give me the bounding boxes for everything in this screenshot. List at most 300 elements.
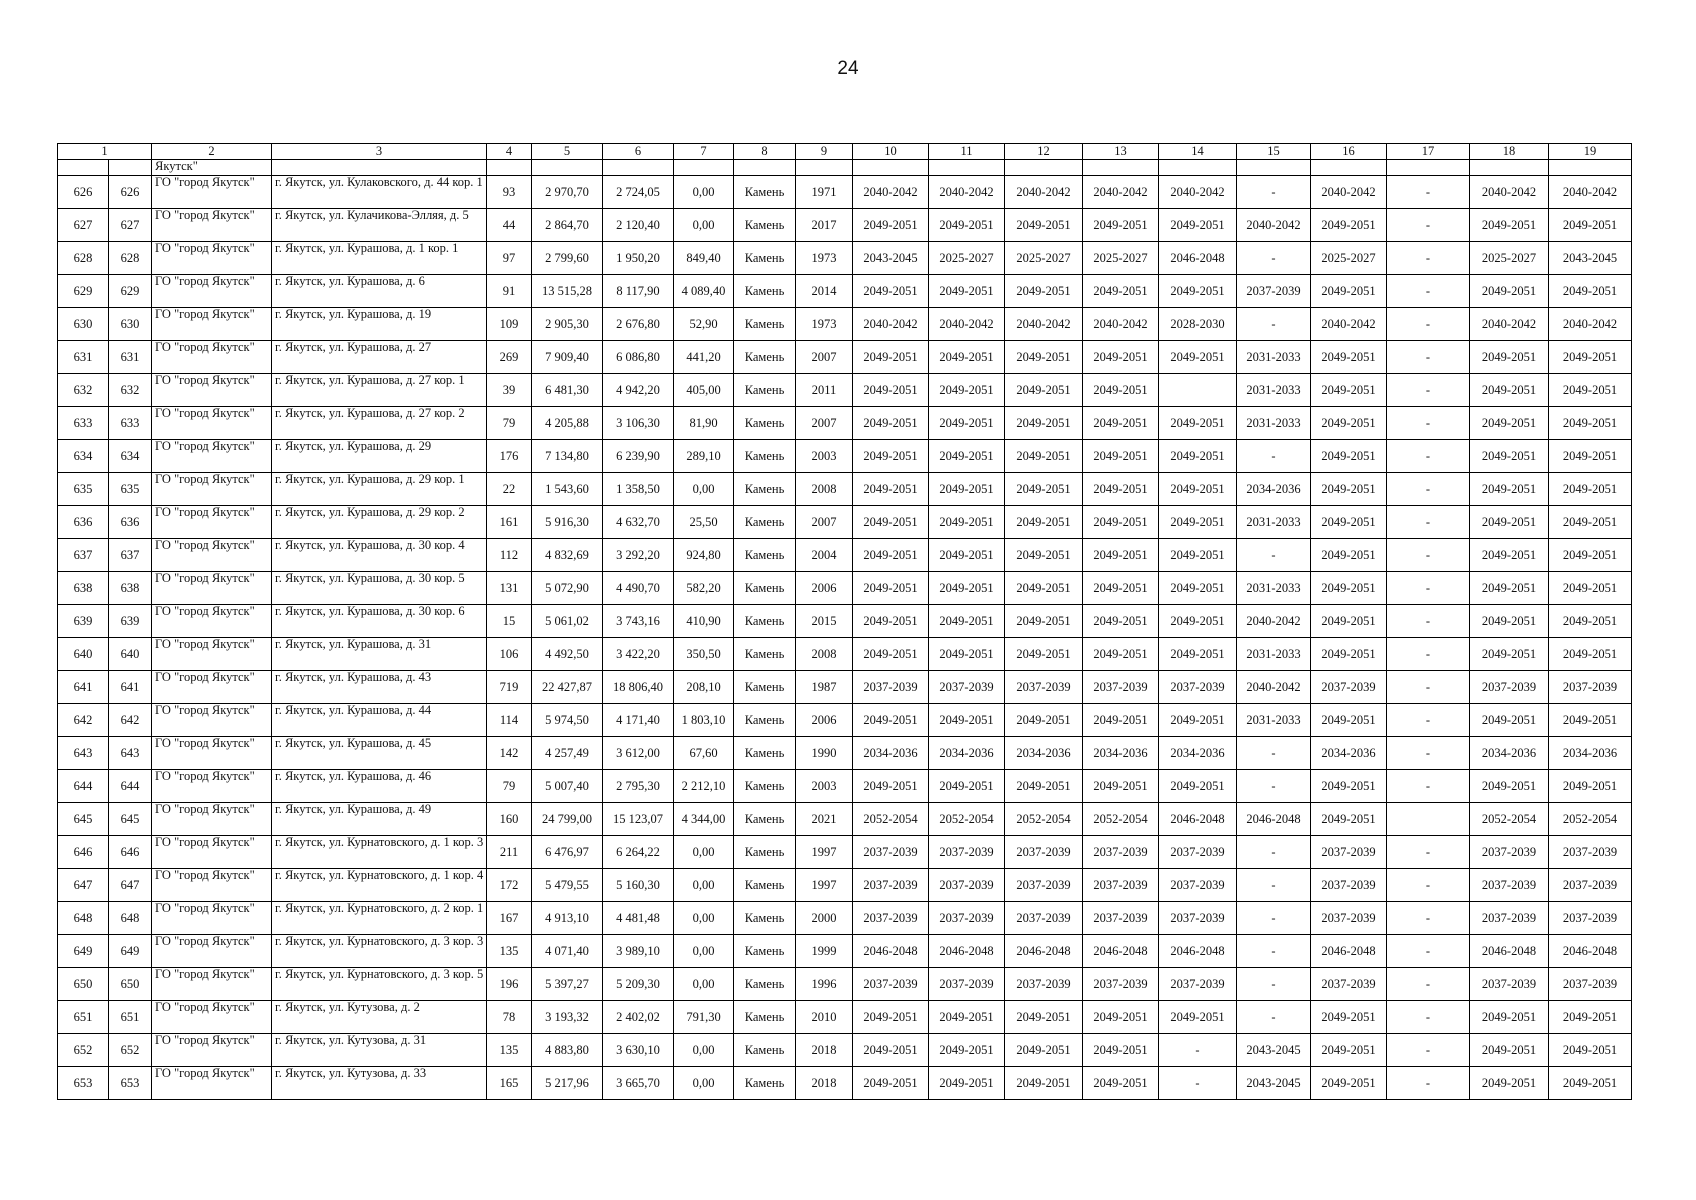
period-cell: 2049-2051 bbox=[1083, 374, 1159, 407]
period-cell: 2025-2027 bbox=[1083, 242, 1159, 275]
record-number: 643 bbox=[109, 737, 152, 770]
municipality-cell: ГО "город Якутск" bbox=[152, 1067, 272, 1100]
record-number: 652 bbox=[109, 1034, 152, 1067]
period-cell: 2037-2039 bbox=[1083, 671, 1159, 704]
period-cell: 2049-2051 bbox=[1005, 1001, 1083, 1034]
table-row bbox=[58, 638, 1632, 671]
table-body bbox=[58, 160, 1632, 1100]
table-row bbox=[58, 737, 1632, 770]
wall-material-cell: Камень bbox=[734, 506, 796, 539]
nonresidential-area-cell: 4 344,00 bbox=[674, 803, 734, 836]
period-cell: 2049-2051 bbox=[1470, 572, 1549, 605]
build-year-cell: 2008 bbox=[796, 638, 853, 671]
record-number: 635 bbox=[109, 473, 152, 506]
row-number: 653 bbox=[58, 1067, 109, 1100]
total-area-cell: 5 916,30 bbox=[532, 506, 603, 539]
period-cell: 2049-2051 bbox=[1005, 473, 1083, 506]
period-cell: 2049-2051 bbox=[929, 539, 1005, 572]
municipality-cell: ГО "город Якутск" bbox=[152, 572, 272, 605]
period-cell: 2049-2051 bbox=[1311, 506, 1387, 539]
column-header: 11 bbox=[929, 144, 1005, 160]
period-cell: 2049-2051 bbox=[1083, 1034, 1159, 1067]
period-cell: 2037-2039 bbox=[1159, 671, 1237, 704]
table-row bbox=[58, 572, 1632, 605]
period-cell: 2037-2039 bbox=[1005, 902, 1083, 935]
period-cell: 2049-2051 bbox=[1083, 275, 1159, 308]
period-cell: 2049-2051 bbox=[1470, 704, 1549, 737]
address-cell: г. Якутск, ул. Курашова, д. 46 bbox=[272, 770, 487, 803]
table-row bbox=[58, 968, 1632, 1001]
column-header: 9 bbox=[796, 144, 853, 160]
period-cell: 2031-2033 bbox=[1237, 704, 1311, 737]
nonresidential-area-cell: 208,10 bbox=[674, 671, 734, 704]
period-cell: 2049-2051 bbox=[929, 506, 1005, 539]
residential-area-cell: 4 942,20 bbox=[603, 374, 674, 407]
residents-cell: 79 bbox=[487, 407, 532, 440]
period-cell: 2037-2039 bbox=[1083, 902, 1159, 935]
period-cell: 2049-2051 bbox=[929, 704, 1005, 737]
record-number: 630 bbox=[109, 308, 152, 341]
period-cell: 2031-2033 bbox=[1237, 407, 1311, 440]
wall-material-cell: Камень bbox=[734, 374, 796, 407]
row-number: 626 bbox=[58, 176, 109, 209]
wall-material-cell: Камень bbox=[734, 836, 796, 869]
row-number: 632 bbox=[58, 374, 109, 407]
residents-cell: 106 bbox=[487, 638, 532, 671]
nonresidential-area-cell: 441,20 bbox=[674, 341, 734, 374]
residential-area-cell: 6 086,80 bbox=[603, 341, 674, 374]
wall-material-cell: Камень bbox=[734, 308, 796, 341]
period-cell: 2037-2039 bbox=[853, 968, 929, 1001]
period-cell: 2040-2042 bbox=[1159, 176, 1237, 209]
period-cell: 2049-2051 bbox=[1470, 1001, 1549, 1034]
table-row bbox=[58, 209, 1632, 242]
period-cell: - bbox=[1237, 968, 1311, 1001]
municipality-cell: ГО "город Якутск" bbox=[152, 374, 272, 407]
period-cell: 2037-2039 bbox=[929, 836, 1005, 869]
period-cell: 2049-2051 bbox=[1311, 1067, 1387, 1100]
continuation-row bbox=[58, 160, 1632, 176]
table-row bbox=[58, 407, 1632, 440]
period-cell: 2049-2051 bbox=[1470, 473, 1549, 506]
municipality-cell: ГО "город Якутск" bbox=[152, 407, 272, 440]
period-cell: - bbox=[1387, 902, 1470, 935]
residential-area-cell: 4 490,70 bbox=[603, 572, 674, 605]
period-cell: 2049-2051 bbox=[1005, 440, 1083, 473]
period-cell: 2049-2051 bbox=[853, 407, 929, 440]
period-cell: 2040-2042 bbox=[1083, 308, 1159, 341]
period-cell: 2046-2048 bbox=[1159, 242, 1237, 275]
municipality-cell: ГО "город Якутск" bbox=[152, 836, 272, 869]
period-cell: 2049-2051 bbox=[929, 770, 1005, 803]
period-cell: 2040-2042 bbox=[1549, 176, 1632, 209]
period-cell: - bbox=[1159, 1034, 1237, 1067]
period-cell: 2037-2039 bbox=[1549, 671, 1632, 704]
period-cell: 2049-2051 bbox=[1311, 374, 1387, 407]
period-cell: 2025-2027 bbox=[1311, 242, 1387, 275]
build-year-cell: 2003 bbox=[796, 770, 853, 803]
residents-cell: 172 bbox=[487, 869, 532, 902]
period-cell: - bbox=[1387, 968, 1470, 1001]
period-cell: 2049-2051 bbox=[1083, 440, 1159, 473]
residential-area-cell: 18 806,40 bbox=[603, 671, 674, 704]
period-cell: 2049-2051 bbox=[1159, 341, 1237, 374]
record-number: 649 bbox=[109, 935, 152, 968]
residents-cell: 39 bbox=[487, 374, 532, 407]
wall-material-cell: Камень bbox=[734, 638, 796, 671]
column-header: 15 bbox=[1237, 144, 1311, 160]
residential-area-cell: 2 676,80 bbox=[603, 308, 674, 341]
row-number: 630 bbox=[58, 308, 109, 341]
record-number: 629 bbox=[109, 275, 152, 308]
period-cell: 2034-2036 bbox=[1083, 737, 1159, 770]
residential-area-cell: 3 106,30 bbox=[603, 407, 674, 440]
build-year-cell: 2010 bbox=[796, 1001, 853, 1034]
period-cell: 2049-2051 bbox=[1083, 407, 1159, 440]
total-area-cell: 5 974,50 bbox=[532, 704, 603, 737]
period-cell: 2049-2051 bbox=[1311, 341, 1387, 374]
period-cell: 2049-2051 bbox=[1549, 572, 1632, 605]
period-cell: 2052-2054 bbox=[853, 803, 929, 836]
row-number: 641 bbox=[58, 671, 109, 704]
period-cell: 2049-2051 bbox=[1470, 638, 1549, 671]
period-cell: 2049-2051 bbox=[1470, 506, 1549, 539]
period-cell: - bbox=[1387, 836, 1470, 869]
period-cell: 2046-2048 bbox=[1159, 803, 1237, 836]
record-number: 645 bbox=[109, 803, 152, 836]
period-cell: 2049-2051 bbox=[1311, 440, 1387, 473]
residents-cell: 165 bbox=[487, 1067, 532, 1100]
address-cell: г. Якутск, ул. Курнатовского, д. 1 кор. 3 bbox=[272, 836, 487, 869]
housing-register-table bbox=[57, 143, 1632, 1100]
period-cell: 2049-2051 bbox=[1311, 407, 1387, 440]
residential-area-cell: 5 209,30 bbox=[603, 968, 674, 1001]
period-cell: 2034-2036 bbox=[1237, 473, 1311, 506]
residential-area-cell: 3 422,20 bbox=[603, 638, 674, 671]
residential-area-cell: 6 264,22 bbox=[603, 836, 674, 869]
municipality-cell: ГО "город Якутск" bbox=[152, 671, 272, 704]
address-cell: г. Якутск, ул. Курашова, д. 43 bbox=[272, 671, 487, 704]
period-cell: 2037-2039 bbox=[1311, 902, 1387, 935]
column-header: 1 bbox=[58, 144, 152, 160]
period-cell: 2034-2036 bbox=[929, 737, 1005, 770]
residents-cell: 160 bbox=[487, 803, 532, 836]
period-cell: 2037-2039 bbox=[1005, 968, 1083, 1001]
municipality-cell: ГО "город Якутск" bbox=[152, 968, 272, 1001]
period-cell: 2049-2051 bbox=[853, 209, 929, 242]
period-cell: - bbox=[1387, 308, 1470, 341]
record-number: 639 bbox=[109, 605, 152, 638]
residents-cell: 269 bbox=[487, 341, 532, 374]
period-cell: - bbox=[1237, 770, 1311, 803]
build-year-cell: 1973 bbox=[796, 308, 853, 341]
row-number: 628 bbox=[58, 242, 109, 275]
table-row bbox=[58, 770, 1632, 803]
period-cell: - bbox=[1387, 407, 1470, 440]
period-cell: - bbox=[1387, 737, 1470, 770]
period-cell: 2049-2051 bbox=[1470, 539, 1549, 572]
period-cell: 2049-2051 bbox=[1549, 374, 1632, 407]
period-cell: 2031-2033 bbox=[1237, 506, 1311, 539]
period-cell: 2049-2051 bbox=[1083, 605, 1159, 638]
period-cell: 2049-2051 bbox=[1005, 1034, 1083, 1067]
period-cell: 2049-2051 bbox=[1005, 407, 1083, 440]
build-year-cell: 1971 bbox=[796, 176, 853, 209]
residents-cell: 78 bbox=[487, 1001, 532, 1034]
period-cell: 2049-2051 bbox=[1159, 539, 1237, 572]
municipality-cell: ГО "город Якутск" bbox=[152, 803, 272, 836]
total-area-cell: 4 257,49 bbox=[532, 737, 603, 770]
record-number: 633 bbox=[109, 407, 152, 440]
continuation-text: Якутск" bbox=[152, 160, 272, 176]
period-cell: 2040-2042 bbox=[1237, 605, 1311, 638]
address-cell: г. Якутск, ул. Курашова, д. 27 кор. 1 bbox=[272, 374, 487, 407]
total-area-cell: 2 970,70 bbox=[532, 176, 603, 209]
period-cell: 2049-2051 bbox=[1470, 1034, 1549, 1067]
build-year-cell: 2004 bbox=[796, 539, 853, 572]
period-cell: 2049-2051 bbox=[1549, 1001, 1632, 1034]
period-cell: 2049-2051 bbox=[1470, 605, 1549, 638]
residents-cell: 719 bbox=[487, 671, 532, 704]
build-year-cell: 2011 bbox=[796, 374, 853, 407]
period-cell: 2049-2051 bbox=[1083, 209, 1159, 242]
nonresidential-area-cell: 0,00 bbox=[674, 1067, 734, 1100]
period-cell: 2040-2042 bbox=[1311, 176, 1387, 209]
nonresidential-area-cell: 25,50 bbox=[674, 506, 734, 539]
total-area-cell: 22 427,87 bbox=[532, 671, 603, 704]
wall-material-cell: Камень bbox=[734, 341, 796, 374]
period-cell: 2037-2039 bbox=[1311, 836, 1387, 869]
nonresidential-area-cell: 81,90 bbox=[674, 407, 734, 440]
wall-material-cell: Камень bbox=[734, 1034, 796, 1067]
row-number: 642 bbox=[58, 704, 109, 737]
period-cell: 2046-2048 bbox=[1005, 935, 1083, 968]
period-cell: 2049-2051 bbox=[1159, 572, 1237, 605]
page-number: 24 bbox=[837, 58, 859, 79]
period-cell: 2049-2051 bbox=[1549, 440, 1632, 473]
period-cell: 2031-2033 bbox=[1237, 638, 1311, 671]
wall-material-cell: Камень bbox=[734, 572, 796, 605]
period-cell: 2049-2051 bbox=[853, 1034, 929, 1067]
period-cell: 2046-2048 bbox=[1237, 803, 1311, 836]
period-cell: 2037-2039 bbox=[929, 968, 1005, 1001]
column-header: 13 bbox=[1083, 144, 1159, 160]
row-number: 646 bbox=[58, 836, 109, 869]
period-cell: - bbox=[1387, 1067, 1470, 1100]
row-number: 629 bbox=[58, 275, 109, 308]
period-cell: 2034-2036 bbox=[1311, 737, 1387, 770]
table-row bbox=[58, 605, 1632, 638]
municipality-cell: ГО "город Якутск" bbox=[152, 935, 272, 968]
period-cell: 2040-2042 bbox=[1470, 176, 1549, 209]
record-number: 626 bbox=[109, 176, 152, 209]
build-year-cell: 1987 bbox=[796, 671, 853, 704]
period-cell: 2040-2042 bbox=[853, 176, 929, 209]
wall-material-cell: Камень bbox=[734, 935, 796, 968]
residential-area-cell: 1 358,50 bbox=[603, 473, 674, 506]
period-cell: 2046-2048 bbox=[929, 935, 1005, 968]
period-cell: - bbox=[1387, 605, 1470, 638]
nonresidential-area-cell: 582,20 bbox=[674, 572, 734, 605]
period-cell: 2037-2039 bbox=[853, 671, 929, 704]
nonresidential-area-cell: 405,00 bbox=[674, 374, 734, 407]
period-cell: 2040-2042 bbox=[1311, 308, 1387, 341]
total-area-cell: 5 061,02 bbox=[532, 605, 603, 638]
column-number-header bbox=[58, 144, 1632, 160]
period-cell: 2049-2051 bbox=[1549, 1067, 1632, 1100]
period-cell: 2049-2051 bbox=[1083, 704, 1159, 737]
period-cell: - bbox=[1237, 440, 1311, 473]
period-cell: 2037-2039 bbox=[1470, 968, 1549, 1001]
period-cell: 2025-2027 bbox=[1005, 242, 1083, 275]
nonresidential-area-cell: 0,00 bbox=[674, 935, 734, 968]
residential-area-cell: 2 724,05 bbox=[603, 176, 674, 209]
period-cell: - bbox=[1237, 737, 1311, 770]
total-area-cell: 5 007,40 bbox=[532, 770, 603, 803]
period-cell: 2049-2051 bbox=[1159, 506, 1237, 539]
address-cell: г. Якутск, ул. Кутузова, д. 33 bbox=[272, 1067, 487, 1100]
build-year-cell: 1999 bbox=[796, 935, 853, 968]
period-cell: 2049-2051 bbox=[929, 1067, 1005, 1100]
period-cell: 2037-2039 bbox=[1549, 902, 1632, 935]
row-number: 639 bbox=[58, 605, 109, 638]
period-cell: - bbox=[1387, 440, 1470, 473]
column-header: 2 bbox=[152, 144, 272, 160]
period-cell: 2037-2039 bbox=[1005, 671, 1083, 704]
address-cell: г. Якутск, ул. Курашова, д. 44 bbox=[272, 704, 487, 737]
column-header: 4 bbox=[487, 144, 532, 160]
period-cell: 2049-2051 bbox=[1083, 539, 1159, 572]
wall-material-cell: Камень bbox=[734, 671, 796, 704]
period-cell: 2049-2051 bbox=[1005, 770, 1083, 803]
wall-material-cell: Камень bbox=[734, 242, 796, 275]
period-cell: 2049-2051 bbox=[1311, 605, 1387, 638]
total-area-cell: 7 134,80 bbox=[532, 440, 603, 473]
build-year-cell: 1990 bbox=[796, 737, 853, 770]
period-cell: - bbox=[1237, 836, 1311, 869]
wall-material-cell: Камень bbox=[734, 1067, 796, 1100]
record-number: 640 bbox=[109, 638, 152, 671]
residential-area-cell: 4 632,70 bbox=[603, 506, 674, 539]
municipality-cell: ГО "город Якутск" bbox=[152, 1001, 272, 1034]
period-cell: - bbox=[1387, 671, 1470, 704]
period-cell: 2043-2045 bbox=[1549, 242, 1632, 275]
table-row bbox=[58, 308, 1632, 341]
period-cell: 2037-2039 bbox=[1005, 836, 1083, 869]
period-cell: 2049-2051 bbox=[1005, 341, 1083, 374]
table-row bbox=[58, 704, 1632, 737]
address-cell: г. Якутск, ул. Курашова, д. 27 кор. 2 bbox=[272, 407, 487, 440]
row-number: 648 bbox=[58, 902, 109, 935]
residents-cell: 91 bbox=[487, 275, 532, 308]
period-cell: 2049-2051 bbox=[1470, 407, 1549, 440]
column-header: 6 bbox=[603, 144, 674, 160]
period-cell: 2049-2051 bbox=[1549, 539, 1632, 572]
period-cell: 2037-2039 bbox=[1311, 869, 1387, 902]
nonresidential-area-cell: 924,80 bbox=[674, 539, 734, 572]
total-area-cell: 1 543,60 bbox=[532, 473, 603, 506]
nonresidential-area-cell: 0,00 bbox=[674, 473, 734, 506]
table-row bbox=[58, 275, 1632, 308]
column-header: 12 bbox=[1005, 144, 1083, 160]
residential-area-cell: 5 160,30 bbox=[603, 869, 674, 902]
period-cell: - bbox=[1387, 704, 1470, 737]
total-area-cell: 7 909,40 bbox=[532, 341, 603, 374]
record-number: 644 bbox=[109, 770, 152, 803]
total-area-cell: 4 913,10 bbox=[532, 902, 603, 935]
municipality-cell: ГО "город Якутск" bbox=[152, 737, 272, 770]
nonresidential-area-cell: 4 089,40 bbox=[674, 275, 734, 308]
nonresidential-area-cell: 0,00 bbox=[674, 836, 734, 869]
period-cell: 2037-2039 bbox=[1083, 869, 1159, 902]
period-cell: 2040-2042 bbox=[1083, 176, 1159, 209]
period-cell: 2034-2036 bbox=[1549, 737, 1632, 770]
build-year-cell: 2007 bbox=[796, 506, 853, 539]
period-cell: - bbox=[1387, 1001, 1470, 1034]
total-area-cell: 5 217,96 bbox=[532, 1067, 603, 1100]
period-cell: 2040-2042 bbox=[929, 176, 1005, 209]
build-year-cell: 2017 bbox=[796, 209, 853, 242]
wall-material-cell: Камень bbox=[734, 902, 796, 935]
period-cell: 2040-2042 bbox=[853, 308, 929, 341]
table-row bbox=[58, 902, 1632, 935]
record-number: 653 bbox=[109, 1067, 152, 1100]
period-cell: - bbox=[1387, 473, 1470, 506]
period-cell: 2037-2039 bbox=[853, 902, 929, 935]
address-cell: г. Якутск, ул. Курашова, д. 1 кор. 1 bbox=[272, 242, 487, 275]
period-cell: 2049-2051 bbox=[1083, 506, 1159, 539]
table-row bbox=[58, 176, 1632, 209]
residential-area-cell: 3 630,10 bbox=[603, 1034, 674, 1067]
record-number: 638 bbox=[109, 572, 152, 605]
period-cell: 2049-2051 bbox=[1311, 803, 1387, 836]
wall-material-cell: Камень bbox=[734, 770, 796, 803]
column-header: 5 bbox=[532, 144, 603, 160]
row-number: 651 bbox=[58, 1001, 109, 1034]
municipality-cell: ГО "город Якутск" bbox=[152, 605, 272, 638]
address-cell: г. Якутск, ул. Курашова, д. 30 кор. 6 bbox=[272, 605, 487, 638]
residents-cell: 176 bbox=[487, 440, 532, 473]
row-number: 643 bbox=[58, 737, 109, 770]
period-cell: 2052-2054 bbox=[1549, 803, 1632, 836]
period-cell bbox=[1159, 374, 1237, 407]
total-area-cell: 5 072,90 bbox=[532, 572, 603, 605]
period-cell: 2049-2051 bbox=[853, 605, 929, 638]
period-cell: 2040-2042 bbox=[1470, 308, 1549, 341]
period-cell: 2037-2039 bbox=[853, 869, 929, 902]
period-cell: 2037-2039 bbox=[1159, 968, 1237, 1001]
address-cell: г. Якутск, ул. Кулачикова-Элляя, д. 5 bbox=[272, 209, 487, 242]
address-cell: г. Якутск, ул. Курашова, д. 27 bbox=[272, 341, 487, 374]
address-cell: г. Якутск, ул. Курнатовского, д. 2 кор. 1 bbox=[272, 902, 487, 935]
period-cell: 2049-2051 bbox=[1083, 638, 1159, 671]
period-cell: 2049-2051 bbox=[929, 407, 1005, 440]
record-number: 627 bbox=[109, 209, 152, 242]
period-cell: 2049-2051 bbox=[1005, 374, 1083, 407]
period-cell: - bbox=[1387, 275, 1470, 308]
period-cell: 2049-2051 bbox=[1470, 374, 1549, 407]
address-cell: г. Якутск, ул. Курашова, д. 29 bbox=[272, 440, 487, 473]
period-cell: - bbox=[1237, 539, 1311, 572]
period-cell: 2046-2048 bbox=[853, 935, 929, 968]
column-header: 19 bbox=[1549, 144, 1632, 160]
record-number: 636 bbox=[109, 506, 152, 539]
row-number: 645 bbox=[58, 803, 109, 836]
address-cell: г. Якутск, ул. Кулаковского, д. 44 кор. 1 bbox=[272, 176, 487, 209]
period-cell: 2037-2039 bbox=[929, 869, 1005, 902]
residential-area-cell: 3 292,20 bbox=[603, 539, 674, 572]
period-cell: 2049-2051 bbox=[853, 374, 929, 407]
